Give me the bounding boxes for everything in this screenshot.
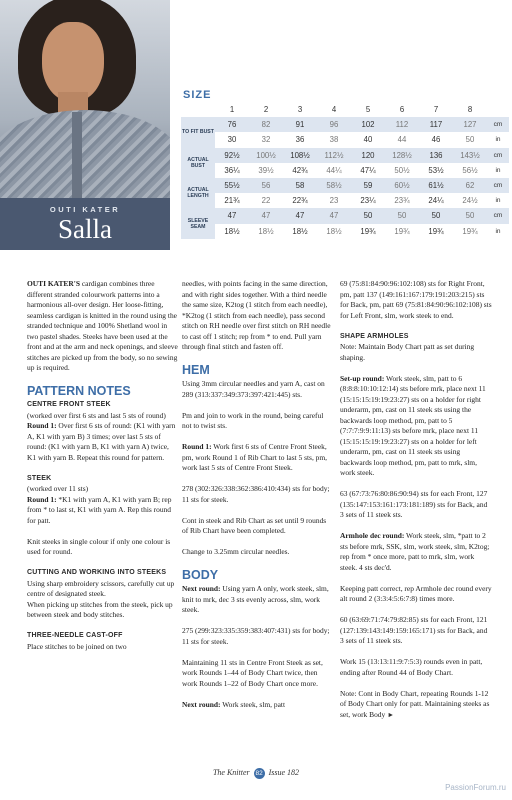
size-row-label: ACTUAL LENGTH — [181, 178, 215, 208]
size-value-cell: 23¾ — [394, 196, 410, 206]
setup-round-text: Work steek, slm, patt to 6 (8:8:8:10:10:12:14) sts before mrk, place next 11 (15:15:15:19:19:23:27) sts on a holder for right underarm, pm, cast on 11 steek sts using the backwards loop method, pm, patt to 5 (7:7:7:9:9:11:13) sts before mrk, place next 11 (15:15:15:19:19:23:27) sts on a holder for left underarm, pm, cast on 11 steek sts using backwards loop method, pm, patt to mrk, slm, work steek. — [340, 373, 486, 477]
footer — [0, 768, 512, 779]
hem-join: Pm and join to work in the round, being careful not to twist sts. — [182, 410, 324, 430]
size-row-label: ACTUAL BUST — [181, 148, 215, 178]
body-count: 275 (299:323:335:359:383:407:431) sts for body; 11 sts for steek. — [182, 626, 330, 646]
size-header-unit-blank — [487, 102, 509, 117]
size-value-cell: 18½ — [326, 226, 342, 236]
cont-rib: Cont in steek and Rib Chart as set until 9 rounds of Rib Chart have been completed. — [182, 515, 327, 535]
size-value-cell: 100½ — [249, 148, 283, 163]
change-needles: Change to 3.25mm circular needles. — [182, 547, 290, 556]
size-header-cell: 5 — [351, 102, 385, 117]
size-value-cell: 76 — [215, 117, 249, 132]
size-value-cell: 108½ — [283, 148, 317, 163]
note-end-text: Note: Cont in Body Chart, repeating Rounds 1-12 of Body Chart only for patt. Maintaining steeks as set, work Body — [340, 688, 490, 719]
size-row-label: TO FIT BUST — [181, 117, 215, 147]
size-value-cell: 56½ — [462, 165, 478, 175]
photo-placket — [72, 112, 82, 198]
size-value-cell: 19¾ — [462, 226, 478, 236]
watermark: PassionForum.ru — [445, 783, 506, 792]
size-row-in — [181, 163, 509, 178]
size-value-cell: 53½ — [428, 165, 444, 175]
size-value-cell: 42¾ — [292, 165, 308, 175]
picking-text: When picking up stitches from the steek, pick up between steek and body stitches. — [27, 599, 173, 619]
cfs-round1 — [27, 421, 179, 463]
cfs-note: (worked over first 6 sts and last 5 sts of round) — [27, 410, 166, 420]
size-value-cell: 24¼ — [428, 196, 444, 206]
size-value-cell: 44¼ — [326, 165, 342, 175]
three-needle-text: Place stitches to be joined on two — [27, 641, 127, 651]
round1-text: Over first 6 sts of round: (K1 with yarn A, K1 with yarn B) 3 times; over last 5 sts of round: (K1 with yarn B, K1 with yarn A) twice, K1 with yarn B. Repeat this round for pattern. — [27, 421, 176, 462]
size-value-cell: 127 — [453, 117, 487, 132]
next-round-2-label: Next round: — [182, 699, 221, 709]
next-round-2-text: Work steek, slm, patt — [220, 699, 286, 709]
size-value-cell: 19¾ — [394, 226, 410, 236]
size-value-cell: 96 — [317, 117, 351, 132]
knit-steeks-text: Knit steeks in single colour if only one colour is used for round. — [27, 536, 171, 556]
size-row-in — [181, 132, 509, 147]
size-value-cell: 50 — [453, 208, 487, 223]
size-header-cell: 3 — [283, 102, 317, 117]
size-value-cell: 22¾ — [292, 196, 308, 206]
size-value-cell: 32 — [261, 135, 271, 145]
setup-round-label: Set-up round: — [340, 373, 385, 383]
hem-round1-label: Round 1: — [182, 442, 212, 451]
body-next-round-2 — [182, 700, 334, 711]
work-even: Work 15 (13:13:11:9:7:5:3) rounds even in patt, ending after Round 44 of Body Chart. — [340, 657, 483, 677]
size-unit-cell: cm — [487, 117, 509, 132]
size-value-cell: 50 — [419, 208, 453, 223]
intro-lead: OUTI KATER'S — [27, 279, 80, 288]
size-value-cell: 82 — [249, 117, 283, 132]
intro-paragraph — [27, 279, 179, 374]
note-end — [340, 689, 492, 721]
title-bar — [0, 198, 170, 250]
size-value-cell: 44 — [397, 135, 407, 145]
size-value-cell: 120 — [351, 148, 385, 163]
size-value-cell: 18½ — [224, 226, 240, 236]
size-unit-cell: cm — [487, 148, 509, 163]
three-needle-cont: needles, with points facing in the same direction, and with right sides together. With a third needle the same size, K2tog (1 stitch from each needle), *K2tog (1 stitch from each needle), pass second stitch on RH needle over first stitch on RH needle to cast off 1 stitch; rep from * to end. Pull yarn through final stitch and fasten off. — [182, 279, 331, 351]
size-value-cell: 47 — [283, 208, 317, 223]
shape-note: Note: Maintain Body Chart patt as set during shaping. — [340, 342, 475, 362]
hem-round1 — [182, 442, 334, 474]
keeping-text: Keeping patt correct, rep Armhole dec round every alt round 2 (3:3:4:5:6:7:8) times more. — [340, 583, 492, 603]
column-3 — [340, 279, 492, 731]
size-value-cell: 56 — [249, 178, 283, 193]
armhole-dec — [340, 531, 492, 573]
size-value-cell: 62 — [453, 178, 487, 193]
body-next-round — [182, 584, 334, 616]
steek-round1-text: *K1 with yarn A, K1 with yarn B; rep from * to last st, K1 with yarn A. Rep this round for patt. — [27, 494, 172, 525]
size-value-cell: 21¾ — [224, 196, 240, 206]
size-value-cell: 22 — [261, 196, 271, 206]
issue-number: Issue 182 — [268, 768, 300, 777]
size-value-cell: 50½ — [394, 165, 410, 175]
size-value-cell: 18½ — [258, 226, 274, 236]
size-value-cell: 23 — [329, 196, 339, 206]
armhole-dec-label: Armhole dec round: — [340, 531, 405, 540]
three-needle-heading: THREE-NEEDLE CAST-OFF — [27, 632, 123, 639]
size-value-cell: 47 — [249, 208, 283, 223]
size-value-cell: 59 — [351, 178, 385, 193]
column-1 — [27, 279, 179, 652]
size-value-cell: 24½ — [462, 196, 478, 206]
size-header-row — [181, 102, 509, 117]
cutting-heading: CUTTING AND WORKING INTO STEEKS — [27, 569, 167, 576]
size-row-cm — [181, 148, 509, 163]
size-unit-cell: in — [495, 166, 501, 174]
size-value-cell: 61½ — [419, 178, 453, 193]
size-unit-cell: cm — [487, 208, 509, 223]
size-value-cell: 50 — [351, 208, 385, 223]
steek-round1-label: Round 1: — [27, 494, 57, 504]
size-value-cell: 36¼ — [224, 165, 240, 175]
size-value-cell: 60½ — [385, 178, 419, 193]
size-value-cell: 38 — [329, 135, 339, 145]
size-header-cell: 1 — [215, 102, 249, 117]
size-value-cell: 58½ — [317, 178, 351, 193]
size-row-cm — [181, 208, 509, 223]
designer-name: OUTI KATER — [49, 205, 121, 214]
hem-heading: HEM — [182, 363, 210, 377]
size-row-in — [181, 224, 509, 239]
centre-front-steek-heading: CENTRE FRONT STEEK — [27, 401, 111, 408]
size-unit-cell: in — [495, 136, 501, 144]
size-value-cell: 117 — [419, 117, 453, 132]
size-unit-cell: cm — [487, 178, 509, 193]
size-value-cell: 102 — [351, 117, 385, 132]
body-heading: BODY — [182, 568, 219, 582]
model-photo — [0, 0, 170, 198]
size-value-cell: 47¼ — [360, 165, 376, 175]
setup-count: 63 (67:73:76:80:86:90:94) sts for each Front, 127 (135:147:153:161:173:181:189) sts for Back, and 3 sets of 11 steek sts. — [340, 489, 488, 519]
size-header-cell: 7 — [419, 102, 453, 117]
next-round-label: Next round: — [182, 584, 221, 593]
size-value-cell: 91 — [283, 117, 317, 132]
next-round-text: Using yarn A only, work steek, slm, knit to mrk, dec 3 sts evenly across, slm, work steek. — [182, 584, 329, 614]
size-value-cell: 19¾ — [360, 226, 376, 236]
body-cont: 69 (75:81:84:90:96:102:108) sts for Right Front, pm, patt 137 (149:161:167:179:191:203:215) sts for Back, pm, patt 69 (75:81:84:90:96:102:108) sts for Left Front, slm, work steek to end. — [340, 279, 492, 320]
size-header-blank — [181, 102, 215, 117]
size-value-cell: 128½ — [385, 148, 419, 163]
round1-label: Round 1: — [27, 421, 57, 430]
size-row-cm — [181, 178, 509, 193]
photo-face — [42, 22, 104, 102]
size-value-cell: 47 — [215, 208, 249, 223]
continue-arrow-icon: ► — [387, 710, 395, 719]
setup-round — [340, 374, 492, 479]
size-value-cell: 112½ — [317, 148, 351, 163]
size-value-cell: 92½ — [215, 148, 249, 163]
size-value-cell: 46 — [431, 135, 441, 145]
pattern-title: Salla — [58, 214, 112, 244]
size-value-cell: 39½ — [258, 165, 274, 175]
armhole-dec-text: Work steek, slm, *patt to 2 sts before mrk, SSK, slm, work steek, slm, K2tog; rep from * once more, patt to mrk, slm, work steek. 4 sts dec'd. — [340, 531, 490, 572]
size-row-in — [181, 193, 509, 208]
steek-note: (worked over 11 sts) — [27, 484, 89, 493]
size-heading: SIZE — [183, 89, 212, 101]
size-header-cell: 4 — [317, 102, 351, 117]
size-header-cell: 2 — [249, 102, 283, 117]
size-unit-cell: in — [495, 227, 501, 235]
size-header-cell: 6 — [385, 102, 419, 117]
magazine-name: The Knitter — [212, 768, 250, 777]
photo-cardigan — [0, 110, 170, 198]
size-value-cell: 50 — [385, 208, 419, 223]
size-value-cell: 23¼ — [360, 196, 376, 206]
size-unit-cell: in — [495, 197, 501, 205]
maintaining-text: Maintaining 11 sts in Centre Front Steek as set, work Rounds 1–44 of Body Chart twice, then work Rounds 1–22 of Body Chart once more. — [182, 657, 323, 688]
cutting-text: Using sharp embroidery scissors, carefully cut up centre of designated steek. — [27, 578, 175, 598]
size-table — [181, 102, 509, 239]
size-value-cell: 18½ — [292, 226, 308, 236]
page-number: 82 — [255, 770, 263, 777]
pattern-notes-heading: PATTERN NOTES — [27, 384, 131, 398]
size-value-cell: 143½ — [453, 148, 487, 163]
size-value-cell: 47 — [317, 208, 351, 223]
size-value-cell: 50 — [465, 135, 475, 145]
hem-count: 278 (302:326:338:362:386:410:434) sts for body; 11 sts for steek. — [182, 484, 330, 504]
keeping-count: 60 (63:69:71:74:79:82:85) sts for each Front, 121 (127:139:143:149:159:165:171) sts for Back, and 3 sets of 11 steek sts. — [340, 615, 488, 645]
hero-panel — [0, 0, 170, 250]
size-value-cell: 58 — [283, 178, 317, 193]
size-row-cm — [181, 117, 509, 132]
size-value-cell: 36 — [295, 135, 305, 145]
hem-cast-on: Using 3mm circular needles and yarn A, cast on 289 (313:337:349:373:397:421:445) sts. — [182, 379, 325, 399]
hem-round1-text: Work first 6 sts of Centre Front Steek, pm, work Round 1 of Rib Chart to last 5 sts, pm, work last 5 sts of Centre Front Steek. — [182, 442, 328, 472]
size-header-cell: 8 — [453, 102, 487, 117]
column-2 — [182, 279, 334, 721]
steek-heading: STEEK — [27, 474, 52, 482]
size-value-cell: 30 — [227, 135, 237, 145]
intro-text: cardigan combines three different stranded colourwork patterns into a harmonious all-over design. Her loose-fitting, seamless cardigan is knitted in the round using the stranded technique and 100% Shetland wool in two pastel shades. Steeks have been used at the front and at the arm and neck openings, and sleeve stitches are picked up from the body, so no sewing up is required. — [27, 279, 178, 372]
size-value-cell: 55½ — [215, 178, 249, 193]
size-value-cell: 40 — [363, 135, 373, 145]
size-value-cell: 136 — [419, 148, 453, 163]
size-row-label: SLEEVE SEAM — [181, 208, 215, 238]
size-value-cell: 19¾ — [428, 226, 444, 236]
shape-armholes-heading: SHAPE ARMHOLES — [340, 332, 409, 340]
steek-round1 — [27, 495, 179, 527]
size-value-cell: 112 — [385, 117, 419, 132]
